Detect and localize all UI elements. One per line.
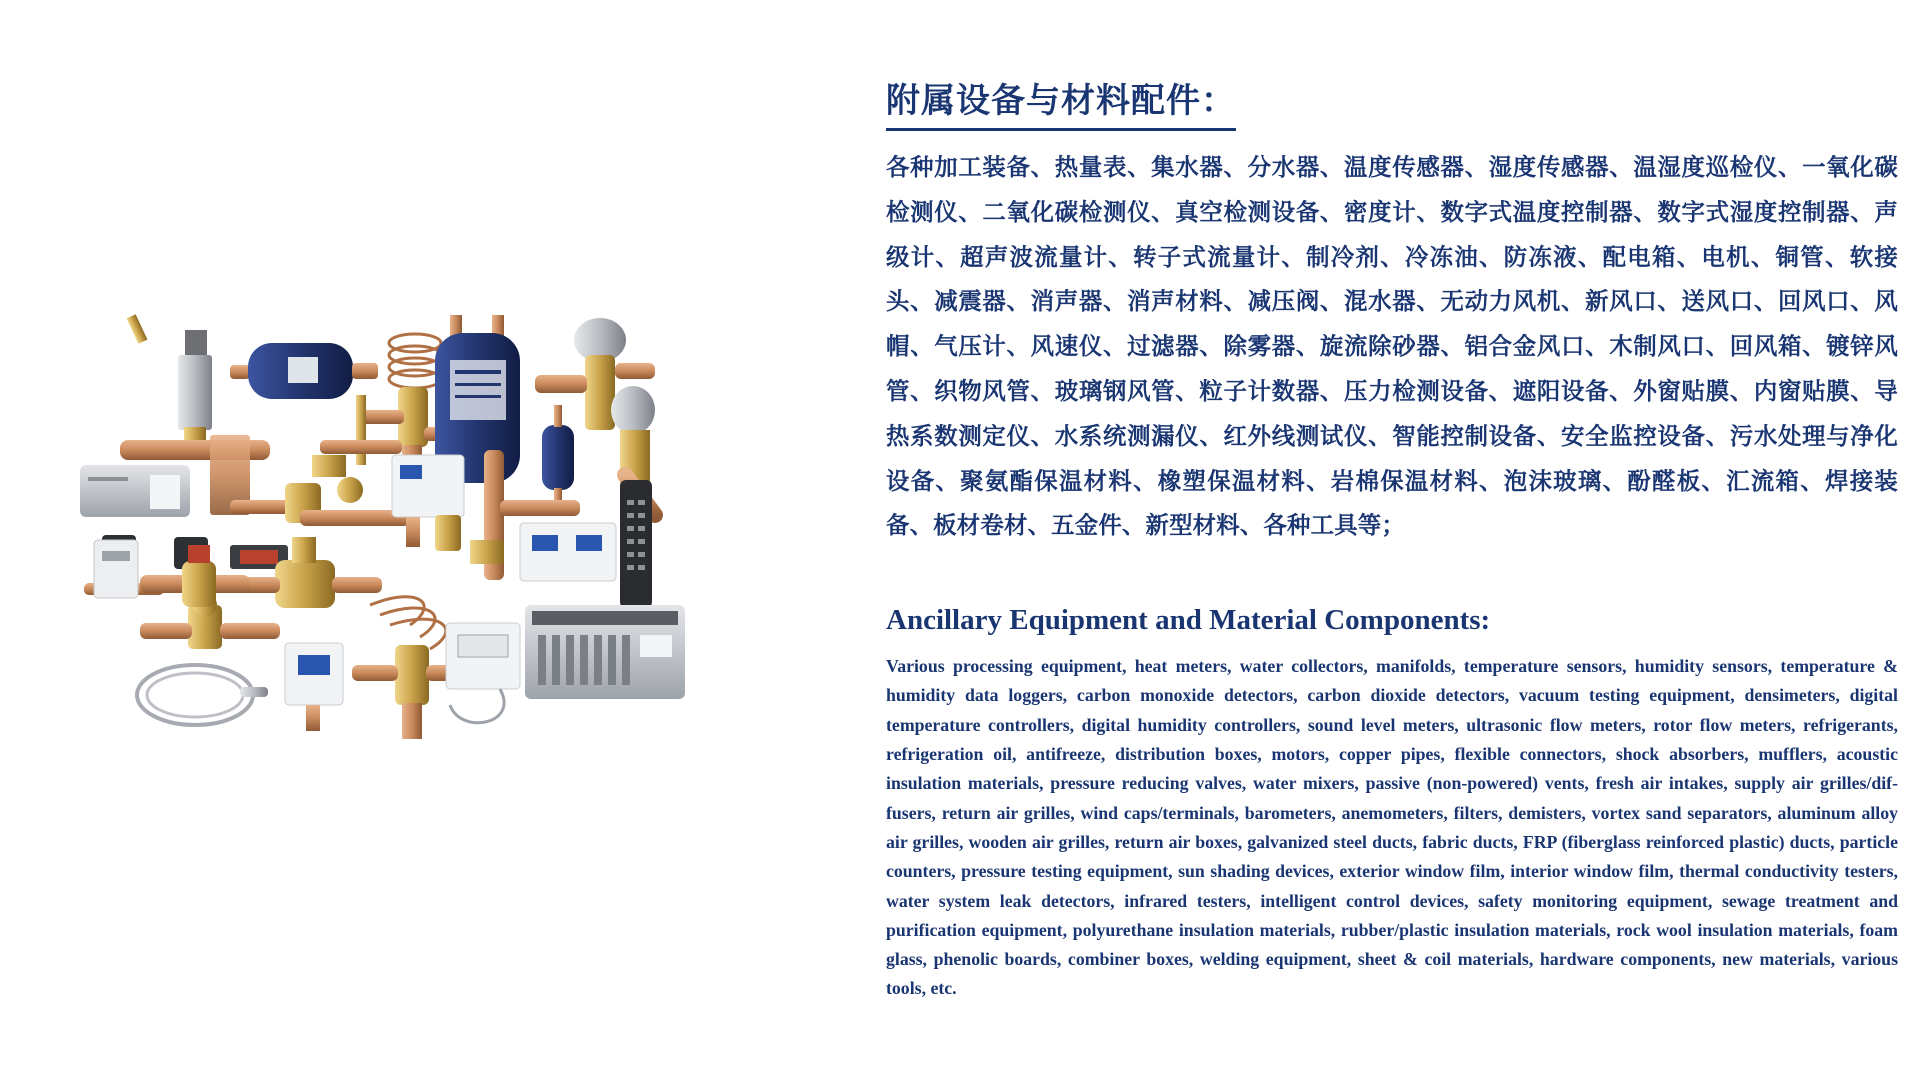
dual-pressure-switch-icon [520, 523, 616, 581]
remote-control-icon [620, 480, 652, 608]
thermostat-icon [446, 623, 520, 723]
valve-cluster-icon [140, 395, 410, 649]
sensor-cable-icon [137, 665, 268, 725]
refrigeration-parts-photo [80, 305, 840, 805]
en-section-title: Ancillary Equipment and Material Components: [886, 604, 1491, 637]
electronic-controller-icon [525, 605, 685, 699]
small-drier-icon [542, 405, 574, 510]
text-column [886, 78, 1898, 1004]
blue-pressure-switch-icon [285, 643, 343, 731]
din-module-icon [94, 540, 138, 598]
filter-drier-icon [230, 343, 378, 399]
cn-item-list: 各种加工装备、热量表、集水器、分水器、温度传感器、湿度传感器、温湿度巡检仪、一氧化碳检测仪、二氧化碳检测仪、真空检测设备、密度计、数字式温度控制器、数字式湿度控制器、声级计、超声波流量计、转子式流量计、制冷剂、冷冻油、防冻液、配电箱、电机、铜管、软接头、减震器、消声器、消声材料、减压阀、混水器、无动力风机、新风口、送风口、回风口、风帽、气压计、风速仪、过滤器、除雾器、旋流除砂器、铝合金风口、木制风口、回风箱、镀锌风管、织物风管、玻璃钢风管、粒子计数器、压力检测设备、遮阳设备、外窗贴膜、内窗贴膜、导热系数测定仪、水系统测漏仪、红外线测试仪、智能控制设备、安全监控设备、污水处理与净化设备、聚氨酯保温材料、橡塑保温材料、岩棉保温材料、泡沫玻璃、酚醛板、汇流箱、焊接装备、板材卷材、五金件、新型材料、各种工具等； [886, 153, 1898, 540]
controller-box-icon [80, 465, 190, 517]
en-item-list: Various processing equipment, heat meters, water collectors, manifolds, temperature sensors, humidity sensors, temperature & humidity data loggers, carbon monoxide detectors, carbon dioxide detectors, vacuum testing equipment, densimeters, digital temperature controllers, digital humidity controllers, sound level meters, ultrasonic flow meters, rotor flow meters, refrigerants, refrigeration oil, antifreeze, distribution boxes, motors, copper pipes, flexible connectors, shock absorbers, mufflers, acoustic insulation materials, pressure reducing valves, water mixers, passive (non-powered) vents, fresh air intakes, supply air grilles/diffusers, return air grilles, wind caps/terminals, barometers, anemometers, filters, demisters, vortex sand separators, aluminum alloy air grilles, wooden air grilles, return air boxes, galvanized steel ducts, fabric ducts, FRP (fiberglass reinforced plastic) ducts, particle counters, pressure testing equipment, sun shading devices, exterior window film, interior window film, thermal conductivity testers, water system leak detectors, infrared testers, intelligent control devices, safety monitoring equipment, sewage treatment and purification equipment, polyurethane insulation materials, rubber/plastic insulation materials, rock wool insulation materials, foam glass, phenolic boards, combiner boxes, welding equipment, sheet & coil materials, hardware components, new materials, various tools, etc. [886, 656, 1898, 999]
cn-section-title: 附属设备与材料配件： [886, 78, 1236, 131]
